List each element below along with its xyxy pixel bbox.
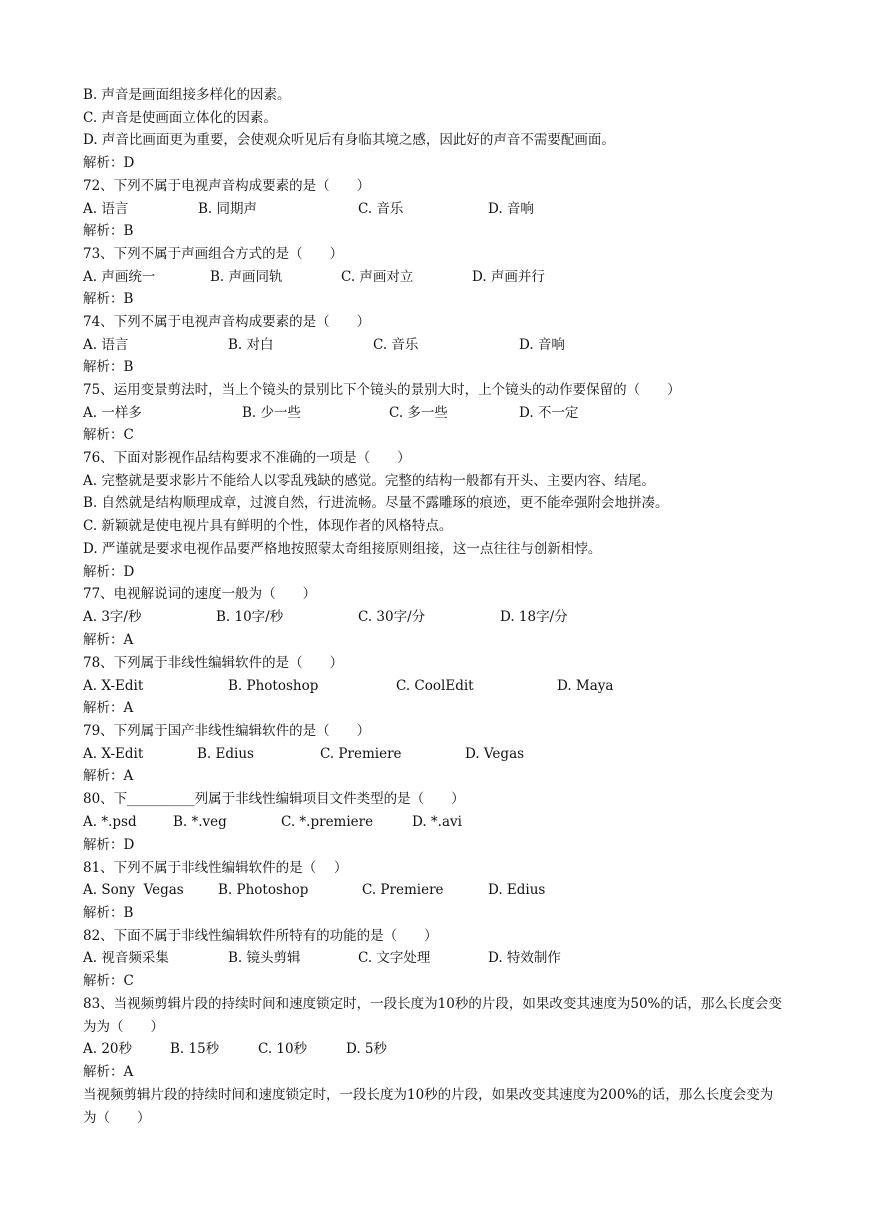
option-b: B. *.veg bbox=[173, 814, 227, 830]
answer-72: 解析：B bbox=[83, 223, 134, 239]
answer-74: 解析：B bbox=[83, 359, 134, 375]
option-a: A. X-Edit bbox=[83, 678, 144, 694]
question-75: 75、运用变景剪法时，当上个镜头的景别比下个镜头的景别大时，上个镜头的动作要保留的（ ） bbox=[83, 382, 681, 398]
option-b: B. 声画同轨 bbox=[210, 269, 283, 285]
option-d: D. 特效制作 bbox=[488, 950, 561, 966]
option-d: D. 5秒 bbox=[346, 1041, 388, 1057]
option-b: B. 15秒 bbox=[170, 1041, 220, 1057]
question-82: 82、下面不属于非线性编辑软件所特有的功能的是（ ） bbox=[83, 928, 438, 944]
option-d: D. Maya bbox=[557, 678, 614, 694]
option-c: C. Premiere bbox=[320, 746, 402, 762]
option-b: B. 对白 bbox=[228, 337, 274, 353]
option-text: C. 声音是使画面立体化的因素。 bbox=[83, 110, 277, 126]
option-text: B. 声音是画面组接多样化的因素。 bbox=[83, 87, 291, 103]
option-c: C. CoolEdit bbox=[396, 678, 474, 694]
answer-73: 解析：B bbox=[83, 291, 134, 307]
question-83: 83、当视频剪辑片段的持续时间和速度锁定时，一段长度为10秒的片段，如果改变其速度为50%的话，那么长度会变为为（ ） bbox=[83, 996, 782, 1035]
question-84: 当视频剪辑片段的持续时间和速度锁定时，一段长度为10秒的片段，如果改变其速度为200%的话，那么长度会变为为（ ） bbox=[83, 1087, 774, 1126]
answer-80: 解析：D bbox=[83, 837, 135, 853]
option-a: A. 3字/秒 bbox=[83, 609, 142, 625]
option-b: B. 同期声 bbox=[198, 201, 258, 217]
answer-text: 解析：D bbox=[83, 155, 135, 171]
option-a: A. 语言 bbox=[83, 201, 129, 217]
answer-78: 解析：A bbox=[83, 700, 134, 716]
option-d: D. *.avi bbox=[412, 814, 462, 830]
question-79: 79、下列属于国产非线性编辑软件的是（ ） bbox=[83, 723, 371, 739]
option-a: A. 20秒 bbox=[83, 1041, 133, 1057]
option-c: C. 声画对立 bbox=[341, 269, 414, 285]
option-a: A. Sony Vegas bbox=[83, 882, 184, 898]
option-d: D. Vegas bbox=[465, 746, 525, 762]
option-d: D. 音响 bbox=[488, 201, 534, 217]
option-c: C. 新颖就是使电视片具有鲜明的个性，体现作者的风格特点。 bbox=[83, 518, 453, 534]
option-a: A. 声画统一 bbox=[83, 269, 156, 285]
answer-82: 解析：C bbox=[83, 973, 134, 989]
option-b: B. 镜头剪辑 bbox=[228, 950, 301, 966]
option-c: C. *.premiere bbox=[281, 814, 374, 830]
question-74: 74、下列不属于电视声音构成要素的是（ ） bbox=[83, 314, 371, 330]
question-73: 73、下列不属于声画组合方式的是（ ） bbox=[83, 246, 344, 262]
option-c: C. 10秒 bbox=[258, 1041, 308, 1057]
answer-77: 解析：A bbox=[83, 632, 134, 648]
answer-79: 解析：A bbox=[83, 768, 134, 784]
answer-81: 解析：B bbox=[83, 905, 134, 921]
option-b: B. Edius bbox=[197, 746, 254, 762]
option-b: B. 少一些 bbox=[242, 405, 302, 421]
option-b: B. 10字/秒 bbox=[216, 609, 284, 625]
option-b: B. 自然就是结构顺理成章，过渡自然，行进流畅。尽量不露雕琢的痕迹，更不能牵强附会地拼凑。 bbox=[83, 495, 669, 511]
question-76: 76、下面对影视作品结构要求不准确的一项是（ ） bbox=[83, 450, 411, 466]
option-d: D. 严谨就是要求电视作品要严格地按照蒙太奇组接原则组接，这一点往往与创新相悖。 bbox=[83, 541, 602, 557]
option-a: A. 语言 bbox=[83, 337, 129, 353]
option-d: D. 18字/分 bbox=[500, 609, 568, 625]
option-b: B. Photoshop bbox=[228, 678, 319, 694]
question-80: 80、下__________列属于非线性编辑项目文件类型的是（ ） bbox=[83, 791, 465, 807]
answer-76: 解析：D bbox=[83, 564, 135, 580]
option-a: A. 完整就是要求影片不能给人以零乱残缺的感觉。完整的结构一般都有开头、主要内容、结尾。 bbox=[83, 473, 655, 489]
question-72: 72、下列不属于电视声音构成要素的是（ ） bbox=[83, 178, 371, 194]
option-c: C. 音乐 bbox=[373, 337, 419, 353]
option-c: C. 音乐 bbox=[358, 201, 404, 217]
option-d: D. 音响 bbox=[519, 337, 565, 353]
option-d: D. 声画并行 bbox=[472, 269, 545, 285]
answer-75: 解析：C bbox=[83, 427, 134, 443]
option-d: D. 不一定 bbox=[519, 405, 579, 421]
option-b: B. Photoshop bbox=[218, 882, 309, 898]
option-c: C. Premiere bbox=[362, 882, 444, 898]
option-d: D. Edius bbox=[488, 882, 546, 898]
option-a: A. X-Edit bbox=[83, 746, 144, 762]
option-a: A. 一样多 bbox=[83, 405, 142, 421]
option-a: A. 视音频采集 bbox=[83, 950, 169, 966]
option-c: C. 30字/分 bbox=[358, 609, 426, 625]
option-a: A. *.psd bbox=[83, 814, 137, 830]
question-81: 81、下列不属于非线性编辑软件的是（ ） bbox=[83, 860, 348, 876]
option-text: D. 声音比画面更为重要，会使观众听见后有身临其境之感，因此好的声音不需要配画面。 bbox=[83, 132, 615, 148]
option-c: C. 多一些 bbox=[389, 405, 448, 421]
option-c: C. 文字处理 bbox=[358, 950, 431, 966]
answer-83: 解析：A bbox=[83, 1064, 134, 1080]
question-77: 77、电视解说词的速度一般为（ ） bbox=[83, 586, 317, 602]
question-78: 78、下列属于非线性编辑软件的是（ ） bbox=[83, 655, 344, 671]
